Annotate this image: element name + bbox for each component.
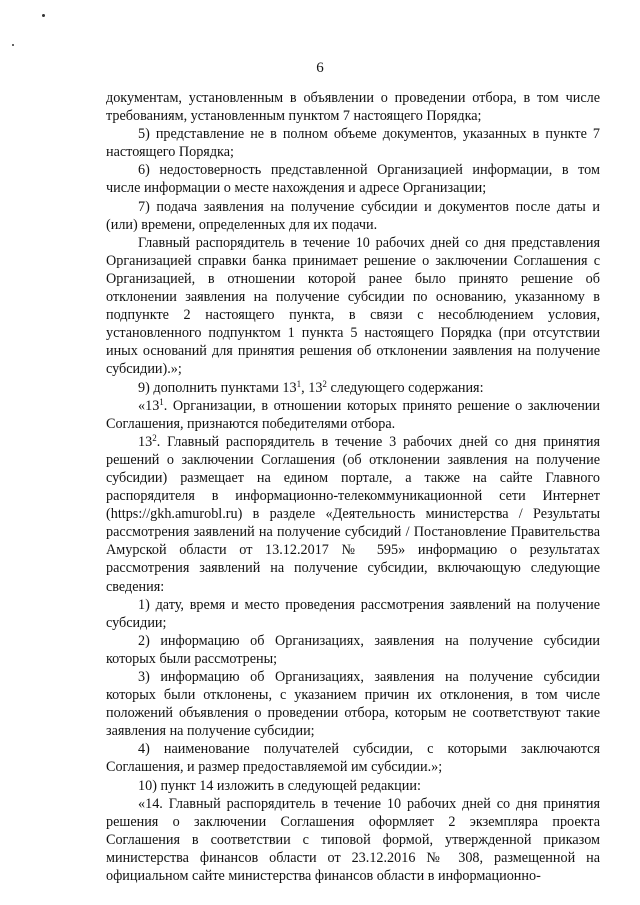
paragraph: 7) подача заявления на получение субсидии и документов после даты и (или) времени, определенных для их подачи.: [106, 198, 600, 233]
superscript: 1: [296, 378, 302, 389]
document-body: [106, 89, 600, 885]
superscript: 1: [159, 396, 164, 407]
paragraph: 10) пункт 14 изложить в следующей редакции:: [138, 777, 421, 794]
paragraph: «14. Главный распорядитель в течение 10 рабочих дней со дня принятия решения о заключении Соглашения оформляет 2 экземпляра проекта Соглашения в соответствии с типовой формой, утвержденной приказом министерства финансов области от 23.12.2016 № 308, размещенной на официальном сайте министерства финансов области в информационно-: [106, 795, 600, 885]
paragraph: Главный распорядитель в течение 10 рабочих дней со дня представления Организацией справки банка принимает решение о заключении Соглашения с Организацией, в отношении которой ранее было принято решение об отклонении заявления на получение субсидии по основанию, указанному в подпункте 2 настоящего пункта, в связи с несоблюдением условия, установленного подпунктом 1 пункта 5 настоящего Порядка (при отсутствии иных оснований для принятия решения об отклонении заявления на получение субсидии).»;: [106, 234, 600, 378]
paragraph: 6) недостоверность представленной Организацией информации, в том числе информации о месте нахождения и адресе Организации;: [106, 162, 600, 197]
superscript: 2: [152, 432, 157, 443]
scan-speck: [12, 44, 14, 46]
paragraph: 3) информацию об Организациях, заявления на получение субсидии которых были отклонены, с указанием причин их отклонения, в том числе положений объявления о проведении отбора, которым не соответствуют такие заявления на получение субсидии;: [106, 669, 600, 740]
paragraph: 5) представление не в полном объеме документов, указанных в пункте 7 настоящего Порядка;: [106, 126, 600, 161]
paragraph: 2) информацию об Организациях, заявления на получение субсидии которых были рассмотрены;: [106, 632, 600, 667]
paragraph: 1) дату, время и место проведения рассмотрения заявлений на получение субсидии;: [106, 596, 600, 631]
paragraph: «$13^1$. Организации, в отношении которых принято решение о заключении Соглашения, признаются победителями отбора.: [106, 396, 600, 432]
superscript: 2: [322, 378, 327, 389]
page-number: 6: [316, 60, 324, 76]
paragraph: 4) наименование получателей субсидии, с которыми заключаются Соглашения, и размер предоставляемой им субсидии.»;: [106, 741, 600, 776]
paragraph: $13^2$. Главный распорядитель в течение 3 рабочих дней со дня принятия решений о заключении Соглашения (об отклонении заявления на получение субсидии) размещает на едином портале, а также на сайте Главного распорядителя в информационно-телекоммуникационной сети Интернет (https://gkh.amurobl.ru) в разделе «Деятельность министерства / Результаты рассмотрения заявлений на получение субсидий / Постановление Правительства Амурской области от 13.12.2017 № 595» информацию о результатах рассмотрения заявлений на получение субсидии, включающую следующие сведения:: [106, 432, 600, 595]
paragraph: 9) дополнить пунктами $13^1$, $13^2$ следующего содержания:: [138, 378, 484, 396]
scan-speck: [42, 14, 45, 17]
paragraph: документам, установленным в объявлении о проведении отбора, в том числе требованиям, установленным пунктом 7 настоящего Порядка;: [106, 90, 600, 125]
